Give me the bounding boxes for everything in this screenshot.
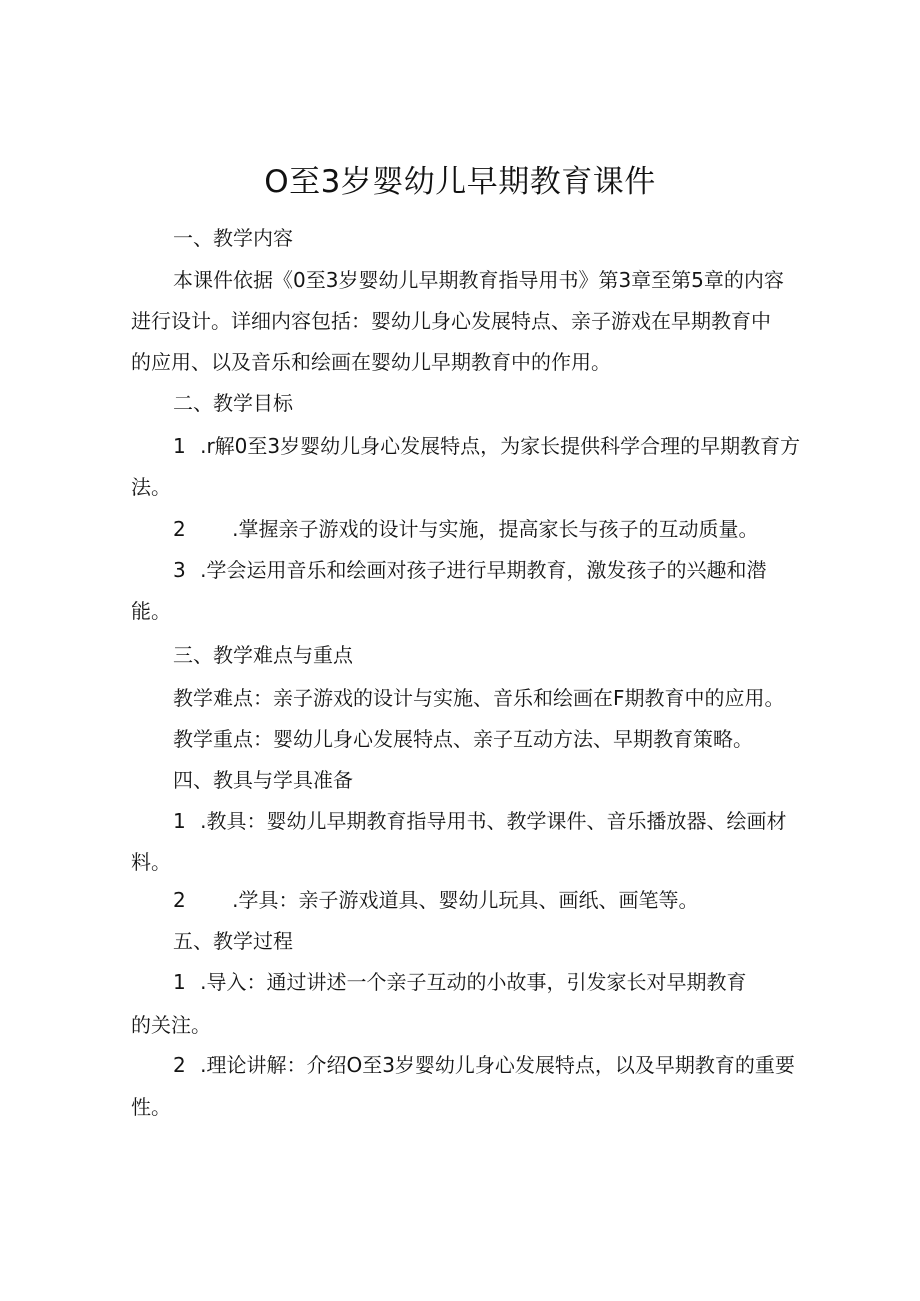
- item-text: .掌握亲子游戏的设计与实施，提高家长与孩子的互动质量。: [232, 517, 759, 541]
- section-heading-difficulties: 三、教学难点与重点: [173, 643, 353, 667]
- teaching-key-point: 教学重点：婴幼儿身心发展特点、亲子互动方法、早期教育策略。: [173, 727, 753, 751]
- list-item: [173, 886, 698, 914]
- list-item: [173, 807, 786, 835]
- paragraph-line: 的应用、以及音乐和绘画在婴幼儿早期教育中的作用。: [131, 350, 611, 374]
- teaching-difficulty: 教学难点：亲子游戏的设计与实施、音乐和绘画在F期教育中的应用。: [173, 686, 785, 710]
- item-text: .r解0至3岁婴幼儿身心发展特点，为家长提供科学合理的早期教育方: [200, 434, 801, 458]
- item-text: .学会运用音乐和绘画对孩子进行早期教育，激发孩子的兴趣和潜: [200, 558, 767, 582]
- list-item: [173, 556, 766, 584]
- list-item: [173, 515, 758, 543]
- list-item: [173, 432, 800, 460]
- item-number: 1: [173, 434, 186, 458]
- document-title: O至3岁婴幼儿早期教育课件: [264, 164, 656, 200]
- list-item-continuation: 性。: [131, 1095, 171, 1119]
- item-number: 2: [173, 888, 186, 912]
- item-number: 1: [173, 809, 186, 833]
- section-heading-content: 一、教学内容: [173, 226, 293, 250]
- list-item: [173, 968, 746, 996]
- item-text: .学具：亲子游戏道具、婴幼儿玩具、画纸、画笔等。: [232, 888, 699, 912]
- list-item: [173, 1051, 795, 1079]
- paragraph-line: 进行设计。详细内容包括：婴幼儿身心发展特点、亲子游戏在早期教育中: [131, 309, 771, 333]
- item-number: 2: [173, 517, 186, 541]
- section-heading-objectives: 二、教学目标: [173, 391, 293, 415]
- item-number: 3: [173, 558, 186, 582]
- section-heading-materials: 四、教具与学具准备: [173, 768, 353, 792]
- section-heading-process: 五、教学过程: [173, 929, 293, 953]
- item-text: .导入：通过讲述一个亲子互动的小故事，引发家长对早期教育: [200, 970, 747, 994]
- item-text: .教具：婴幼儿早期教育指导用书、教学课件、音乐播放器、绘画材: [200, 809, 787, 833]
- item-number: 1: [173, 970, 186, 994]
- list-item-continuation: 能。: [131, 599, 171, 623]
- item-number: 2: [173, 1053, 186, 1077]
- list-item-continuation: 料。: [131, 850, 171, 874]
- item-text: .理论讲解：介绍O至3岁婴幼儿身心发展特点，以及早期教育的重要: [200, 1053, 795, 1077]
- list-item-continuation: 的关注。: [131, 1013, 211, 1037]
- list-item-continuation: 法。: [131, 475, 171, 499]
- paragraph-line: 本课件依据《0至3岁婴幼儿早期教育指导用书》第3章至第5章的内容: [173, 268, 784, 292]
